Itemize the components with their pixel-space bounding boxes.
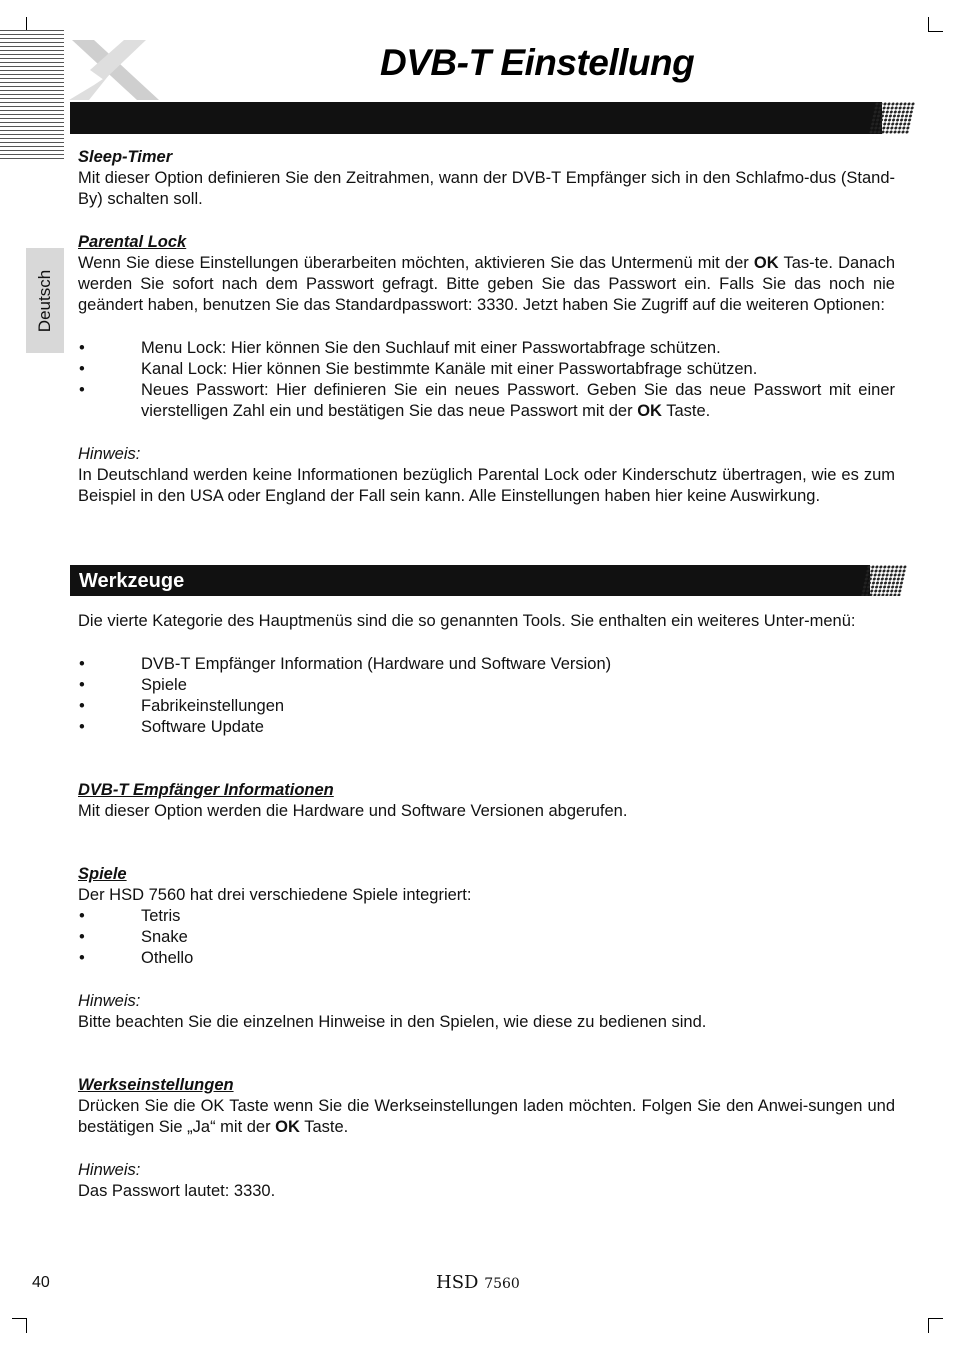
page-number: 40 [32, 1274, 50, 1291]
sleep-timer-text: Mit dieser Option definieren Sie den Zeitrahmen, wann der DVB-T Empfänger sich in den Schlafmo-dus (Stand-By) schalten soll. [78, 169, 895, 208]
parental-lock-heading: Parental Lock [78, 233, 187, 251]
werkzeuge-intro: Die vierte Kategorie des Hauptmenüs sind die so genannten Tools. Sie enthalten ein weiteres Unter-menü: [78, 612, 856, 630]
werkseinstellungen-note-text: Das Passwort lautet: 3330. [78, 1182, 276, 1200]
model-name: HSD 7560 [436, 1272, 520, 1293]
brand-x-logo-icon [64, 30, 174, 110]
info-text: Mit dieser Option werden die Hardware und Software Versionen abgerufen. [78, 802, 628, 820]
spiele-note-text: Bitte beachten Sie die einzelnen Hinweise in den Spielen, wie diese zu bedienen sind. [78, 1013, 707, 1031]
werkzeuge-heading: Werkzeuge [79, 570, 185, 592]
list-item: • Othello [78, 948, 895, 969]
header-bar [70, 102, 882, 134]
werkseinstellungen-note-label: Hinweis: [78, 1161, 141, 1179]
header-stripes [0, 30, 64, 160]
spiele-note-label: Hinweis: [78, 992, 141, 1010]
list-item: • Software Update [78, 717, 895, 738]
list-item: • Spiele [78, 675, 895, 696]
spiele-text: Der HSD 7560 hat drei verschiedene Spiele integriert: [78, 886, 472, 904]
list-item: • Fabrikeinstellungen [78, 696, 895, 717]
info-heading: DVB-T Empfänger Informationen [78, 781, 334, 799]
werkseinstellungen-heading: Werkseinstellungen [78, 1076, 234, 1094]
list-item: • Neues Passwort: Hier definieren Sie ein neues Passwort. Geben Sie das neue Passwort mit einer vierstelligen Zahl ein und bestätigen Sie das neue Passwort mit der OK Taste. [78, 380, 895, 422]
parental-lock-note-text: In Deutschland werden keine Informationen bezüglich Parental Lock oder Kinderschutz übertragen, wie es zum Beispiel in den USA oder England der Fall sein kann. Alle Einstellungen haben hier keine Auswirkung. [78, 466, 895, 505]
tools-content [78, 611, 895, 1202]
werkzeuge-list [78, 654, 895, 738]
sleep-timer-heading: Sleep-Timer [78, 148, 173, 166]
crop-mark-bottom-right [928, 1318, 943, 1333]
werkseinstellungen-text: Drücken Sie die OK Taste wenn Sie die Werkseinstellungen laden möchten. Folgen Sie den Anwei-sungen und bestätigen Sie „Ja“ mit der OK Taste. [78, 1097, 895, 1136]
language-tab [26, 248, 64, 353]
header-bar-dots [869, 102, 916, 134]
list-item: • Menu Lock: Hier können Sie den Suchlauf mit einer Passwortabfrage schützen. [78, 338, 895, 359]
crop-mark-top-left [12, 17, 27, 31]
parental-lock-intro: Wenn Sie diese Einstellungen überarbeiten möchten, aktivieren Sie das Untermenü mit der OK Tas-te. Danach werden Sie sofort nach dem Passwort gefragt. Bitte geben Sie das Passwort ein. Falls Sie das noch nie geändert haben, benutzen Sie das Standardpasswort: 3330. Jetzt haben Sie Zugriff auf die weiteren Optionen: [78, 254, 896, 314]
page-content [78, 147, 895, 507]
parental-lock-note-label: Hinweis: [78, 445, 141, 463]
spiele-heading: Spiele [78, 865, 127, 883]
section-bar-dots [861, 565, 908, 596]
page-title: DVB-T Einstellung [380, 42, 695, 83]
list-item: • DVB-T Empfänger Information (Hardware und Software Version) [78, 654, 895, 675]
language-tab-label: Deutsch [35, 269, 54, 332]
list-item: • Tetris [78, 906, 895, 927]
section-bar-werkzeuge [70, 565, 870, 596]
crop-mark-top-right [928, 17, 943, 32]
games-list [78, 906, 895, 969]
list-item: • Kanal Lock: Hier können Sie bestimmte Kanäle mit einer Passwortabfrage schützen. [78, 359, 895, 380]
crop-mark-bottom-left [12, 1318, 27, 1333]
list-item: • Snake [78, 927, 895, 948]
parental-lock-options [78, 338, 895, 422]
